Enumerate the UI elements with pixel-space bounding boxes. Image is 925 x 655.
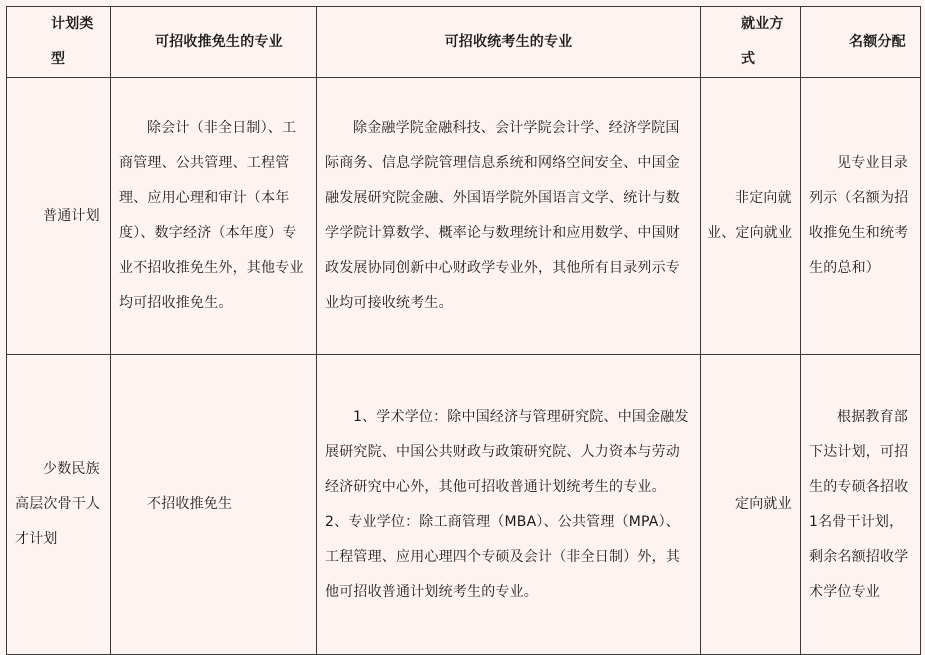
cell-plan-type [7, 78, 111, 355]
header-employment [701, 7, 801, 78]
header-exam-majors-text: 可招收统考生的专业 [444, 33, 573, 50]
exempt-majors-text: 不招收推免生 [147, 496, 233, 512]
header-plan-type [7, 7, 111, 78]
cell-quota [801, 78, 921, 355]
cell-exam-majors [317, 78, 701, 355]
cell-employment [701, 355, 801, 655]
header-row [7, 7, 921, 78]
cell-exempt-majors [111, 355, 317, 655]
exam-majors-professional-text: 2、专业学位：除工商管理（MBA）、公共管理（MPA）、工程管理、应用心理四个专硕及会计（非全日制）外，其他可招收普通计划统考生的专业。 [325, 513, 680, 600]
cell-employment [701, 78, 801, 355]
header-exam-majors [317, 7, 701, 78]
header-quota-text: 名额分配 [849, 33, 906, 50]
header-quota [801, 7, 921, 78]
cell-plan-type [7, 355, 111, 655]
exam-majors-text: 除金融学院金融科技、会计学院会计学、经济学院国际商务、信息学院管理信息系统和网络空间安全、中国金融发展研究院金融、外国语学院外国语言文学、统计与数学学院计算数学、概率论与数理统计和应用数学、中国财政发展协同创新中心财政学专业外，其他所有目录列示专业均可接收统考生。 [325, 120, 680, 311]
header-exempt-majors-text: 可招收推免生的专业 [155, 33, 283, 50]
enrollment-plan-table [6, 6, 921, 655]
table-row [7, 355, 921, 655]
cell-quota [801, 355, 921, 655]
plan-type-text: 普通计划 [43, 207, 100, 224]
cell-exam-majors [317, 355, 701, 655]
employment-text: 非定向就业、定向就业 [707, 190, 793, 241]
quota-text: 见专业目录列示（名额为招收推免生和统考生的总和） [809, 155, 909, 276]
exempt-majors-text: 除会计（非全日制）、工商管理、公共管理、工程管理、应用心理和审计（本年度）、数字经济（本年度）专业不招收推免生外，其他专业均可招收推免生。 [119, 120, 304, 311]
table-row [7, 78, 921, 355]
quota-text: 根据教育部下达计划，可招生的专硕各招收1名骨干计划，剩余名额招收学术学位专业 [809, 408, 909, 600]
header-employment-text: 就业方式 [741, 16, 784, 67]
exam-majors-academic-text: 1、学术学位：除中国经济与管理研究院、中国金融发展研究院、中国公共财政与政策研究院、人力资本与劳动经济研究中心外，其他可招收普通计划统考生的专业。 [325, 408, 689, 495]
plan-type-text: 少数民族高层次骨干人才计划 [15, 461, 101, 547]
header-plan-type-text: 计划类型 [51, 16, 94, 67]
header-exempt-majors [111, 7, 317, 78]
employment-text: 定向就业 [735, 496, 792, 512]
cell-exempt-majors [111, 78, 317, 355]
